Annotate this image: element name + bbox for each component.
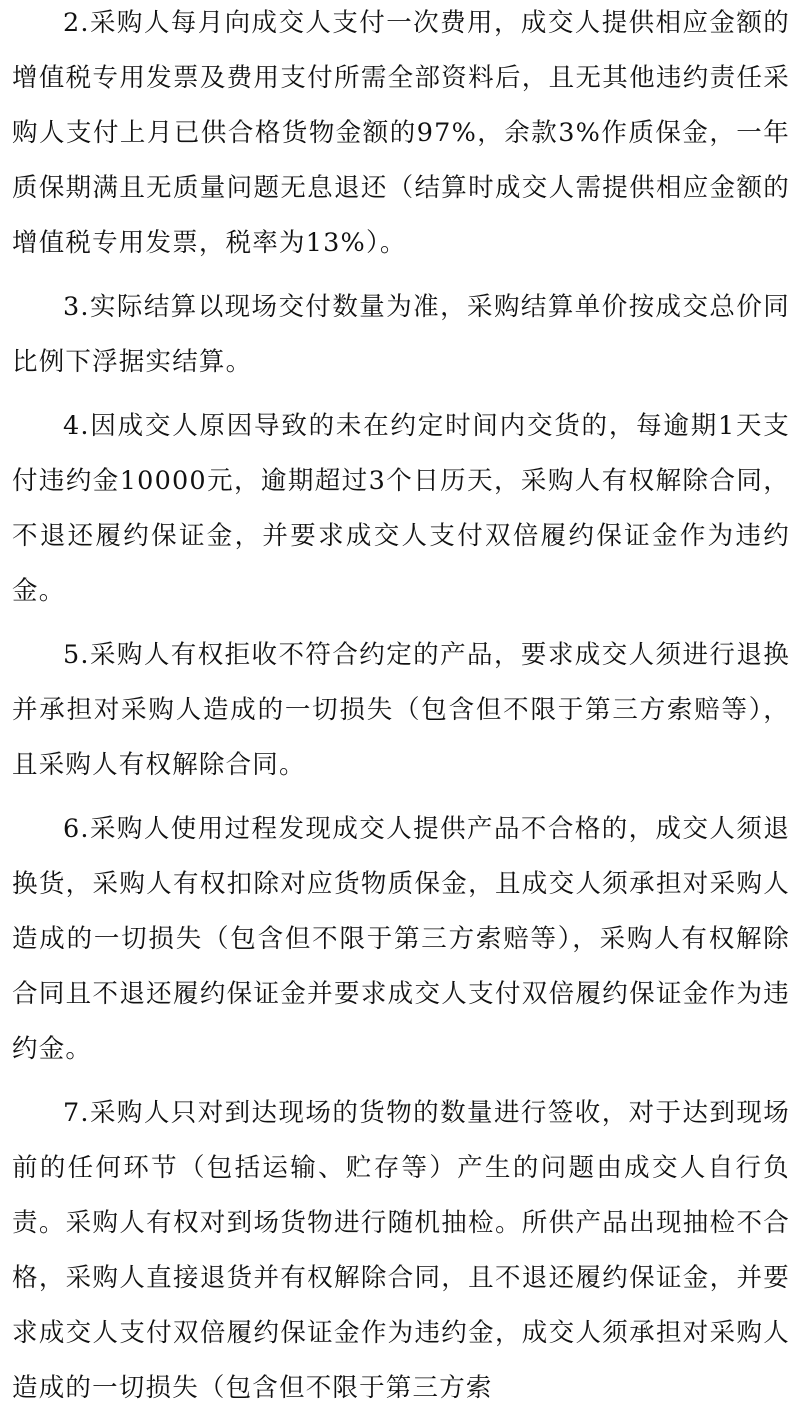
paragraph-rejection: 5.采购人有权拒收不符合约定的产品，要求成交人须进行退换并承担对采购人造成的一切损失（包含但不限于第三方索赔等），且采购人有权解除合同。 [12, 640, 790, 780]
paragraph-late-delivery: 4.因成交人原因导致的未在约定时间内交货的，每逾期1天支付违约金10000元，逾期超过3个日历天，采购人有权解除合同，不退还履约保证金，并要求成交人支付双倍履约保证金作为违约金。 [12, 411, 790, 606]
paragraph-inspection: 7.采购人只对到达现场的货物的数量进行签收，对于达到现场前的任何环节（包括运输、贮存等）产生的问题由成交人自行负责。采购人有权对到场货物进行随机抽检。所供产品出现抽检不合格，采购人直接退货并有权解除合同，且不退还履约保证金，并要求成交人支付双倍履约保证金作为违约金，成交人须承担对采购人造成的一切损失（包含但不限于第三方索 [12, 1098, 790, 1403]
paragraph-defective-products: 6.采购人使用过程发现成交人提供产品不合格的，成交人须退换货，采购人有权扣除对应货物质保金，且成交人须承担对采购人造成的一切损失（包含但不限于第三方索赔等），采购人有权解除合同且不退还履约保证金并要求成交人支付双倍履约保证金作为违约金。 [12, 814, 790, 1064]
paragraph-settlement: 3.实际结算以现场交付数量为准，采购结算单价按成交总价同比例下浮据实结算。 [12, 292, 790, 377]
paragraph-payment-terms: 2.采购人每月向成交人支付一次费用，成交人提供相应金额的增值税专用发票及费用支付所需全部资料后，且无其他违约责任采购人支付上月已供合格货物金额的97%，余款3%作质保金，一年质保期满且无质量问题无息退还（结算时成交人需提供相应金额的增值税专用发票，税率为13%）。 [12, 8, 790, 258]
